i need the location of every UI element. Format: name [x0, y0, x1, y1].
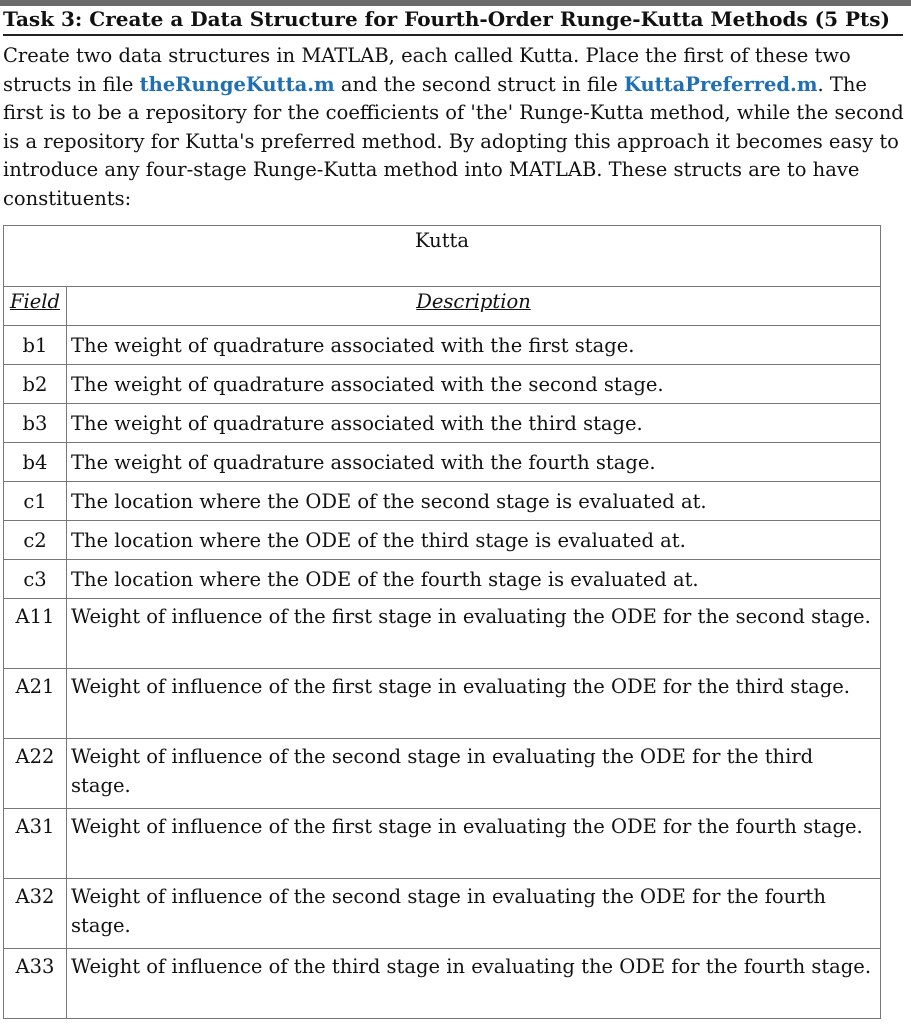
table-row: [4, 404, 881, 443]
table-row: [4, 521, 881, 560]
description-cell: Weight of influence of the first stage in evaluating the ODE for the third stage.: [67, 669, 881, 739]
field-cell: b2: [4, 365, 67, 404]
intro-paragraph: [3, 42, 908, 213]
field-cell: b4: [4, 443, 67, 482]
field-cell: A11: [4, 599, 67, 669]
intro-text-2: and the second struct in file: [334, 72, 624, 96]
description-cell: The weight of quadrature associated with the third stage.: [67, 404, 881, 443]
table-caption: Kutta: [4, 226, 881, 287]
field-cell: b3: [4, 404, 67, 443]
intro-text-3: . The first is to be a repository for the coefficients of 'the' Runge-Kutta method, while the second is a repository for Kutta's preferred method. By adopting this approach it becomes easy to introduce any four-stage Runge-Kutta method into MATLAB. These structs are to have constituents:: [3, 72, 904, 210]
table-row: [4, 809, 881, 879]
table-row: [4, 669, 881, 739]
table-row: [4, 879, 881, 949]
table-row: [4, 365, 881, 404]
description-cell: Weight of influence of the first stage in evaluating the ODE for the second stage.: [67, 599, 881, 669]
description-cell: The weight of quadrature associated with the fourth stage.: [67, 443, 881, 482]
description-cell: Weight of influence of the first stage in evaluating the ODE for the fourth stage.: [67, 809, 881, 879]
field-cell: A21: [4, 669, 67, 739]
table-row: [4, 739, 881, 809]
description-cell: Weight of influence of the third stage in evaluating the ODE for the fourth stage.: [67, 949, 881, 1019]
task-title: Task 3: Create a Data Structure for Fourth-Order Runge-Kutta Methods (5 Pts): [3, 6, 903, 36]
table-row: [4, 949, 881, 1019]
description-cell: The weight of quadrature associated with the first stage.: [67, 326, 881, 365]
field-cell: A32: [4, 879, 67, 949]
description-cell: The location where the ODE of the third stage is evaluated at.: [67, 521, 881, 560]
table-row: [4, 482, 881, 521]
header-field: Field: [4, 287, 67, 326]
description-cell: Weight of influence of the second stage in evaluating the ODE for the fourth stage.: [67, 879, 881, 949]
field-cell: A33: [4, 949, 67, 1019]
kutta-table: [3, 225, 881, 1019]
field-cell: A31: [4, 809, 67, 879]
header-description: Description: [67, 287, 881, 326]
table-header-row: [4, 287, 881, 326]
table-row: [4, 326, 881, 365]
table-row: [4, 599, 881, 669]
description-cell: The weight of quadrature associated with the second stage.: [67, 365, 881, 404]
description-cell: The location where the ODE of the fourth stage is evaluated at.: [67, 560, 881, 599]
field-cell: c3: [4, 560, 67, 599]
file-name-2: KuttaPreferred.m: [623, 72, 818, 96]
table-caption-row: [4, 226, 881, 287]
field-cell: b1: [4, 326, 67, 365]
table-row: [4, 443, 881, 482]
description-cell: The location where the ODE of the second stage is evaluated at.: [67, 482, 881, 521]
description-cell: Weight of influence of the second stage in evaluating the ODE for the third stage.: [67, 739, 881, 809]
field-cell: c1: [4, 482, 67, 521]
field-cell: A22: [4, 739, 67, 809]
table-row: [4, 560, 881, 599]
field-cell: c2: [4, 521, 67, 560]
file-name-1: theRungeKutta.m: [139, 72, 335, 96]
intro-text-1: Create two data structures in MATLAB, each called Kutta. Place the first of these two structs in file: [3, 44, 851, 96]
